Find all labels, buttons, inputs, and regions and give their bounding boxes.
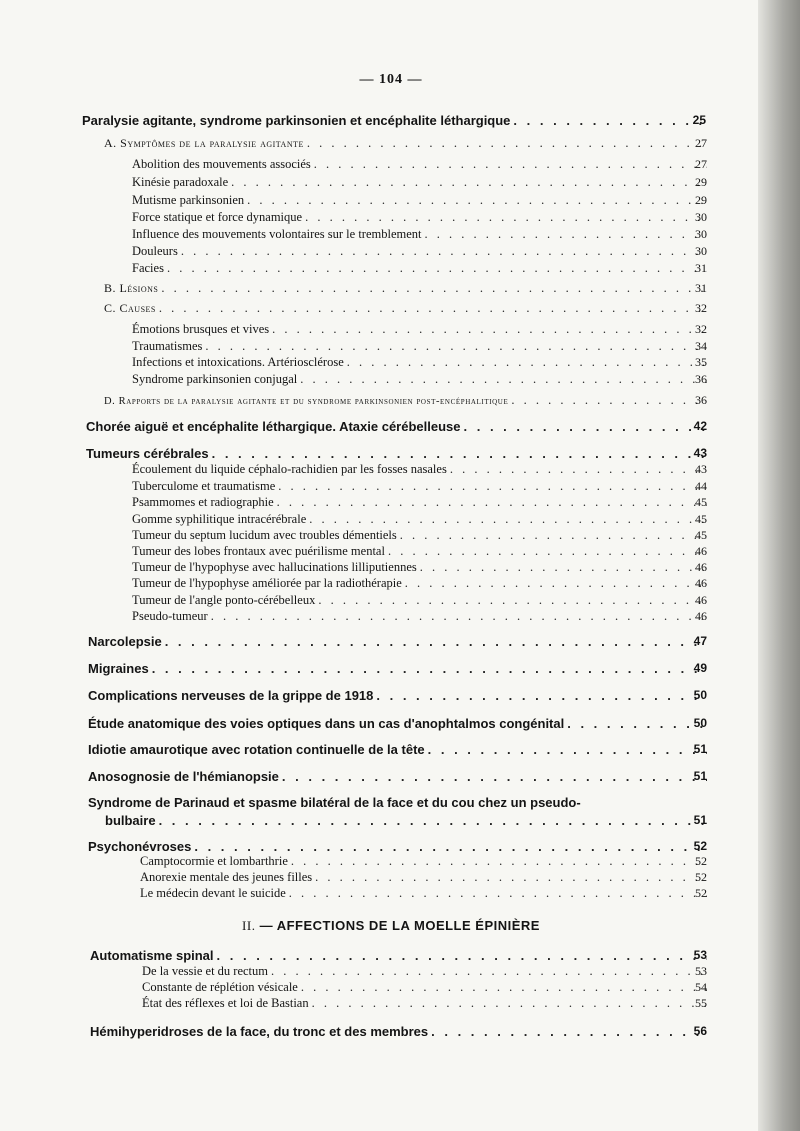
dot-leader <box>149 661 707 676</box>
toc-entry-page: 30 <box>695 244 707 258</box>
toc-entry-page: 29 <box>695 193 707 207</box>
toc-entry-title: Tumeur de l'hypophyse améliorée par la radiothérapie <box>132 576 402 590</box>
dot-leader <box>202 339 707 354</box>
toc-entry-title: Tumeur du septum lucidum avec troubles démentiels <box>132 528 397 542</box>
toc-entry-title: Tuberculome et traumatisme <box>132 479 276 493</box>
toc-entry[interactable] <box>132 544 707 559</box>
toc-entry[interactable] <box>90 1024 707 1039</box>
toc-entry-page: 52 <box>695 886 707 900</box>
toc-entry[interactable] <box>86 446 707 461</box>
toc-entry-page: 27 <box>695 157 707 171</box>
toc-entry-page: 51 <box>693 742 707 756</box>
toc-entry[interactable] <box>132 372 707 387</box>
toc-entry-page: 45 <box>695 495 707 509</box>
toc-entry[interactable] <box>132 227 707 242</box>
toc-entry[interactable] <box>82 113 706 128</box>
toc-entry[interactable] <box>88 716 707 731</box>
dot-leader <box>312 870 707 885</box>
dot-leader <box>158 281 707 296</box>
dot-leader <box>164 261 707 276</box>
toc-entry[interactable] <box>142 964 707 979</box>
toc-entry-page: 47 <box>693 634 707 648</box>
toc-entry-title: A. Symptômes de la paralysie agitante <box>104 136 304 150</box>
toc-entry-title: Chorée aiguë et encéphalite léthargique. Ataxie cérébelleuse <box>86 419 461 434</box>
toc-entry-page: 44 <box>695 479 707 493</box>
toc-entry-page: 46 <box>695 609 707 623</box>
toc-entry-title: Mutisme parkinsonien <box>132 193 245 207</box>
dot-leader <box>306 512 707 527</box>
toc-entry[interactable] <box>140 886 707 901</box>
toc-entry-title: État des réflexes et loi de Bastian <box>142 996 309 1010</box>
toc-entry-title: Tumeurs cérébrales <box>86 446 209 461</box>
toc-entry[interactable] <box>132 157 707 172</box>
dot-leader <box>208 609 707 624</box>
dot-leader <box>288 854 707 869</box>
toc-entry-page: 30 <box>695 210 707 224</box>
toc-entry-page: 32 <box>695 301 707 315</box>
toc-entry[interactable] <box>88 661 707 676</box>
page-number: — 104 — <box>359 72 423 87</box>
toc-entry[interactable] <box>140 870 707 885</box>
toc-entry-title: Douleurs <box>132 244 178 258</box>
toc-entry[interactable] <box>90 948 707 963</box>
dot-leader <box>275 479 707 494</box>
dot-leader <box>302 210 707 225</box>
toc-entry-title: Force statique et force dynamique <box>132 210 303 224</box>
toc-entry[interactable] <box>142 996 707 1011</box>
toc-entry-title: bulbaire <box>105 813 156 828</box>
toc-entry[interactable] <box>132 528 707 543</box>
toc-entry-title: Écoulement du liquide céphalo-rachidien par les fosses nasales <box>132 462 447 476</box>
dot-leader <box>373 688 707 703</box>
toc-entry-page: 46 <box>695 544 707 558</box>
toc-entry-title: D. Rapports de la paralysie agitante et du syndrome parkinsonien post-encéphalitique <box>104 396 509 407</box>
toc-entry-title: Paralysie agitante, syndrome parkinsonien et encéphalite léthargique <box>82 113 511 128</box>
toc-entry-page: 32 <box>695 322 707 336</box>
toc-entry[interactable] <box>132 576 707 591</box>
toc-entry-title: Kinésie paradoxale <box>132 175 229 189</box>
toc-entry[interactable] <box>132 244 707 259</box>
toc-entry[interactable] <box>88 634 707 649</box>
toc-entry[interactable] <box>86 419 707 434</box>
toc-entry-page: 49 <box>693 661 707 675</box>
dot-leader <box>286 886 707 901</box>
toc-entry-title: De la vessie et du rectum <box>142 964 268 978</box>
dot-leader <box>298 980 707 995</box>
toc-entry[interactable] <box>88 688 707 703</box>
toc-entry-page: 43 <box>693 446 707 460</box>
toc-entry-page: 43 <box>695 462 707 476</box>
toc-entry-page: 45 <box>695 512 707 526</box>
toc-entry-title: Traumatismes <box>132 339 203 353</box>
toc-entry-page: 51 <box>693 813 707 827</box>
toc-entry[interactable] <box>140 854 707 869</box>
dot-leader <box>447 462 707 477</box>
section-title-text: — AFFECTIONS DE LA MOELLE ÉPINIÈRE <box>259 918 540 933</box>
toc-entry-title: Tumeur des lobes frontaux avec puérilisme mental <box>132 544 385 558</box>
dot-leader <box>510 113 706 128</box>
toc-entry-title: Hémihyperidroses de la face, du tronc et des membres <box>90 1024 429 1039</box>
toc-entry-title: Pseudo-tumeur <box>132 609 208 623</box>
toc-entry[interactable] <box>132 339 707 354</box>
dot-leader <box>425 742 707 757</box>
dot-leader <box>209 446 707 461</box>
toc-entry-title: Gomme syphilitique intracérébrale <box>132 512 307 526</box>
toc-entry-page: 42 <box>693 419 707 433</box>
toc-entry-page: 46 <box>695 593 707 607</box>
toc-entry[interactable] <box>132 322 707 337</box>
toc-entry-title: Idiotie amaurotique avec rotation continuelle de la tête <box>88 742 425 757</box>
toc-entry[interactable] <box>132 355 707 370</box>
toc-entry-page: 51 <box>693 769 707 783</box>
dot-leader <box>311 157 707 172</box>
section-numeral: II. <box>242 918 256 933</box>
toc-entry[interactable] <box>132 193 707 208</box>
toc-entry-title: Anorexie mentale des jeunes filles <box>140 870 313 884</box>
toc-entry-page: 46 <box>695 576 707 590</box>
dot-leader <box>228 175 707 190</box>
toc-entry[interactable] <box>88 769 707 784</box>
toc-entry[interactable] <box>132 479 707 494</box>
dot-leader <box>156 301 707 316</box>
toc-entry-page: 27 <box>695 136 707 150</box>
toc-entry-page: 56 <box>693 1024 707 1038</box>
toc-entry-page: 53 <box>695 964 707 978</box>
toc-entry-title: Complications nerveuses de la grippe de 1918 <box>88 688 374 703</box>
toc-entry-page: 55 <box>695 996 707 1010</box>
toc-entry-title: Psammomes et radiographie <box>132 495 274 509</box>
toc-entry-page: 50 <box>693 688 707 702</box>
toc-entry[interactable] <box>142 980 707 995</box>
toc-entry-title: Abolition des mouvements associés <box>132 157 311 171</box>
toc-entry[interactable] <box>132 495 707 510</box>
toc-entry-page: 52 <box>695 870 707 884</box>
dot-leader <box>422 227 708 242</box>
toc-entry[interactable] <box>132 609 707 624</box>
dot-leader <box>297 372 707 387</box>
dot-leader <box>274 495 707 510</box>
toc-entry-page: 25 <box>692 113 706 127</box>
dot-leader <box>279 769 707 784</box>
toc-entry-title: Automatisme spinal <box>90 948 214 963</box>
toc-entry-title: Influence des mouvements volontaires sur le tremblement <box>132 227 422 241</box>
toc-entry[interactable] <box>88 742 707 757</box>
toc-entry-title: Tumeur de l'angle ponto-cérébelleux <box>132 593 316 607</box>
dot-leader <box>268 964 707 979</box>
toc-entry[interactable] <box>132 462 707 477</box>
toc-entry[interactable] <box>132 560 707 575</box>
dot-leader <box>508 393 707 408</box>
toc-entry-title: Constante de réplétion vésicale <box>142 980 298 994</box>
toc-entry[interactable] <box>88 839 707 854</box>
dot-leader <box>156 813 707 828</box>
toc-entry-page: 30 <box>695 227 707 241</box>
dot-leader <box>428 1024 707 1039</box>
dot-leader <box>402 576 707 591</box>
toc-entry-page: 52 <box>695 854 707 868</box>
toc-entry-title: Migraines <box>88 661 149 676</box>
toc-entry[interactable] <box>104 281 707 296</box>
toc-entry[interactable] <box>132 512 707 527</box>
toc-entry-page: 50 <box>693 716 707 730</box>
toc-entry[interactable] <box>132 593 707 608</box>
dot-leader <box>162 634 707 649</box>
toc-entry-title: Émotions brusques et vives <box>132 322 270 336</box>
toc-entry-title: Syndrome parkinsonien conjugal <box>132 372 298 386</box>
toc-entry-title: Camptocormie et lombarthrie <box>140 854 288 868</box>
toc-entry-title: Tumeur de l'hypophyse avec hallucinations lilliputiennes <box>132 560 417 574</box>
toc-entry-title: Psychonévroses <box>88 839 192 854</box>
dot-leader <box>309 996 707 1011</box>
toc-entry[interactable] <box>132 175 707 190</box>
dot-leader <box>178 244 707 259</box>
dot-leader <box>397 528 707 543</box>
toc-entry[interactable] <box>132 210 707 225</box>
toc-entry-page: 31 <box>695 261 707 275</box>
toc-entry-title: Anosognosie de l'hémianopsie <box>88 769 279 784</box>
toc-entry-title: B. Lésions <box>104 281 159 295</box>
toc-entry-page: 36 <box>695 372 707 386</box>
dot-leader <box>344 355 707 370</box>
toc-entry[interactable] <box>105 813 707 828</box>
dot-leader <box>269 322 707 337</box>
dot-leader <box>214 948 707 963</box>
dot-leader <box>461 419 708 434</box>
toc-entry-title: C. Causes <box>104 301 156 315</box>
dot-leader <box>304 136 707 151</box>
toc-entry-page: 54 <box>695 980 707 994</box>
dot-leader <box>417 560 707 575</box>
toc-entry-page: 29 <box>695 175 707 189</box>
toc-entry-title: Narcolepsie <box>88 634 162 649</box>
toc-entry-page: 31 <box>695 281 707 295</box>
toc-entry-title: Infections et intoxications. Artériosclérose <box>132 355 344 369</box>
toc-entry-page: 52 <box>693 839 707 853</box>
toc-entry[interactable] <box>104 301 707 316</box>
toc-entry-page: 35 <box>695 355 707 369</box>
toc-entry-title: Facies <box>132 261 164 275</box>
toc-entry[interactable] <box>132 261 707 276</box>
toc-entry-page: 46 <box>695 560 707 574</box>
toc-entry-page: 45 <box>695 528 707 542</box>
dot-leader <box>315 593 707 608</box>
toc-entry-page: 36 <box>695 393 707 407</box>
dot-leader <box>385 544 707 559</box>
dot-leader <box>191 839 707 854</box>
toc-entry-title: Le médecin devant le suicide <box>140 886 286 900</box>
toc-entry-title: Étude anatomique des voies optiques dans un cas d'anophtalmos congénital <box>88 716 565 731</box>
toc-entry[interactable] <box>104 136 707 151</box>
toc-entry-page: 34 <box>695 339 707 353</box>
section-heading <box>0 918 782 934</box>
toc-entry-page: 53 <box>693 948 707 962</box>
dot-leader <box>244 193 707 208</box>
toc-entry[interactable] <box>104 393 707 409</box>
toc-entry-first-line[interactable]: Syndrome de Parinaud et spasme bilatéral de la face et du cou chez un pseudo- <box>88 795 581 810</box>
